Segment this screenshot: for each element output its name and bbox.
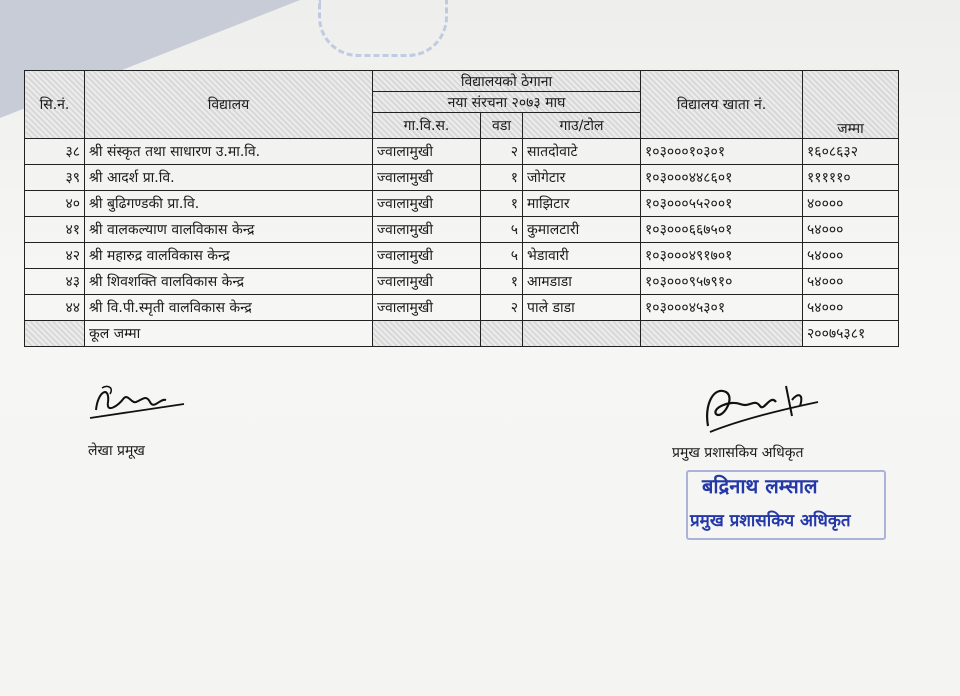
cell-account: १०३०००५५२००१ [641,191,803,217]
total-row [25,321,899,347]
col-header-account-no: विद्यालय खाता नं. [641,71,803,139]
cell-vdc: ज्वालामुखी [373,243,481,269]
cell-account: १०३०००९५७९१० [641,269,803,295]
cell-sn: ४२ [25,243,85,269]
cell-sn: ४३ [25,269,85,295]
table-row [25,139,899,165]
table-row [25,165,899,191]
cell-school: श्री संस्कृत तथा साधारण उ.मा.वि. [85,139,373,165]
cell-account: १०३०००४९१७०१ [641,243,803,269]
cell-vdc: ज्वालामुखी [373,217,481,243]
cell-school: श्री बुढिगण्डकी प्रा.वि. [85,191,373,217]
cell-village: कुमालटारी [523,217,641,243]
table-row [25,295,899,321]
cell-total: ५४००० [803,269,899,295]
cell-sn: ४१ [25,217,85,243]
total-row-blank-ward [481,321,523,347]
table-row [25,269,899,295]
table-row [25,243,899,269]
cell-ward: २ [481,139,523,165]
col-header-address-subtitle: नया संरचना २०७३ माघ [373,92,641,113]
cell-village: माझिटार [523,191,641,217]
cell-account: १०३०००४५३०१ [641,295,803,321]
col-header-village: गाउ/टोल [523,113,641,139]
stamp-name: बद्रिनाथ लम्साल [702,474,818,498]
cell-total: ४०००० [803,191,899,217]
cell-ward: ५ [481,217,523,243]
total-row-blank-sn [25,321,85,347]
cell-ward: १ [481,191,523,217]
cell-vdc: ज्वालामुखी [373,191,481,217]
accountant-title: लेखा प्रमूख [88,443,145,459]
cell-vdc: ज्वालामुखी [373,269,481,295]
header-row-1 [25,71,899,92]
col-header-total: जम्मा [803,71,899,139]
cell-vdc: ज्वालामुखी [373,139,481,165]
accountant-signature [88,380,188,428]
school-account-table [24,70,899,347]
cell-school: श्री आदर्श प्रा.वि. [85,165,373,191]
cell-ward: ५ [481,243,523,269]
cell-school: श्री वालकल्याण वालविकास केन्द्र [85,217,373,243]
cell-village: आमडाडा [523,269,641,295]
office-seal-stamp [318,0,448,57]
cell-ward: २ [481,295,523,321]
total-row-blank-account [641,321,803,347]
cell-sn: ४० [25,191,85,217]
cell-vdc: ज्वालामुखी [373,295,481,321]
cell-village: भेडावारी [523,243,641,269]
cell-school: श्री शिवशक्ति वालविकास केन्द्र [85,269,373,295]
col-header-school: विद्यालय [85,71,373,139]
col-header-vdc: गा.वि.स. [373,113,481,139]
total-row-label: कूल जम्मा [85,321,373,347]
cell-total: १६०८६३२ [803,139,899,165]
total-row-amount: २००७५३८१ [803,321,899,347]
cell-ward: १ [481,165,523,191]
cell-total: ५४००० [803,243,899,269]
cell-total: ५४००० [803,295,899,321]
table-row [25,191,899,217]
cell-ward: १ [481,269,523,295]
cell-village: जोगेटार [523,165,641,191]
cell-total: १११११० [803,165,899,191]
officer-name-stamp [684,468,888,542]
col-header-sn: सि.नं. [25,71,85,139]
cell-total: ५४००० [803,217,899,243]
total-row-blank-vdc [373,321,481,347]
cell-vdc: ज्वालामुखी [373,165,481,191]
cell-school: श्री वि.पी.स्मृती वालविकास केन्द्र [85,295,373,321]
table-row [25,217,899,243]
cell-sn: ४४ [25,295,85,321]
cell-account: १०३०००१०३०१ [641,139,803,165]
officer-signature [700,380,820,438]
cell-sn: ३९ [25,165,85,191]
cell-account: १०३०००६६७५०१ [641,217,803,243]
cell-village: सातदोवाटे [523,139,641,165]
total-row-blank-village [523,321,641,347]
cell-village: पाले डाडा [523,295,641,321]
cell-account: १०३०००४४८६०१ [641,165,803,191]
cell-school: श्री महारुद्र वालविकास केन्द्र [85,243,373,269]
stamp-title: प्रमुख प्रशासकिय अधिकृत [690,511,851,531]
officer-title: प्रमुख प्रशासकिय अधिकृत [672,445,804,461]
cell-sn: ३८ [25,139,85,165]
col-header-address-group: विद्यालयको ठेगाना [373,71,641,92]
col-header-ward: वडा [481,113,523,139]
